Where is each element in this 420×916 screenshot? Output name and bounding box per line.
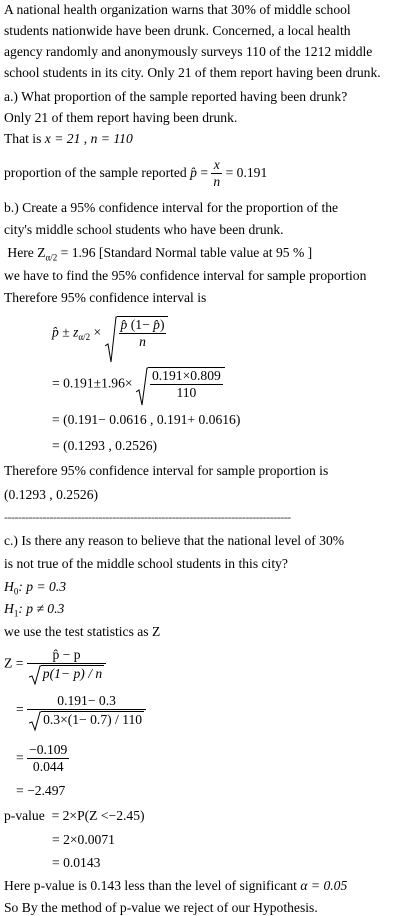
z-step-1: = $\frac{0.191- 0.3}{0.3\times(1- 0.7) / 110}$	[16, 693, 146, 728]
alpha-value: α = 0.05	[300, 878, 348, 893]
z-note: [Standard Normal table value at 95 % ]	[98, 245, 313, 260]
p-value-line-2: = 2×0.0071	[52, 832, 115, 847]
part-b-question-2: city's middle school students who have been drunk.	[4, 222, 284, 237]
null-hypothesis: $H_0$: p = 0.3	[4, 579, 67, 597]
z-formula-fraction: $\frac{p̂ - p}{p(1- p) / n}$	[27, 647, 106, 682]
z-value: = 1.96	[60, 245, 96, 260]
z-step-2: = $\frac{-0.109}{0.044}$	[16, 742, 68, 775]
intro-line-2: students nationwide have been drunk. Concerned, a local health	[4, 23, 351, 38]
here-label: Here	[7, 245, 34, 260]
intro-line-4: school students in its city. Only 21 of them report having been drunk.	[4, 65, 381, 80]
x-equation: x = 21	[44, 131, 81, 146]
part-b-z-value: Here $Z_{\alpha/2} = 1.96$ [Standard Normal table value at 95 % ]	[7, 245, 313, 263]
part-b-question-1: b.) Create a 95% confidence interval for the proportion of the	[4, 200, 339, 215]
p-value-line-3: = 0.0143	[52, 855, 101, 870]
test-statistic-intro: we use the test statistics as Z	[4, 624, 161, 639]
ci-step-3: = (0.1293 , 0.2526)	[52, 438, 158, 453]
n-equation: n = 110	[90, 131, 133, 146]
p-value-comparison: Here p-value is 0.143 less than the level of significant α = 0.05	[4, 878, 348, 893]
ci-step-1-lhs: = 0.191±1.96×	[52, 375, 133, 391]
part-c-question-2: is not true of the middle school students in this city?	[4, 556, 288, 571]
conclusion-reject: So By the method of p-value we reject of our Hypothesis.	[4, 900, 318, 915]
part-a-proportion: proportion of the sample reported p̂ = $\frac{x}{n}$ = 0.191	[4, 157, 268, 190]
part-b-find: we have to find the 95% confidence interval for sample proportion	[4, 268, 367, 283]
ci-sqrt: $\frac{p̂ (1- p̂)}{n}$	[105, 316, 169, 351]
that-is-label: That is	[4, 131, 42, 146]
ci-conclusion-2: (0.1293 , 0.2526)	[4, 487, 99, 502]
alt-hypothesis: $H_1$: p ≠ 0.3	[4, 601, 65, 619]
part-a-line-1: Only 21 of them report having been drunk.	[4, 110, 238, 125]
intro-line-1: A national health organization warns that 30% of middle school	[4, 2, 351, 17]
ci-step-2: = (0.191− 0.0616 , 0.191+ 0.0616)	[52, 412, 241, 427]
intro-line-3: agency randomly and anonymously surveys 110 of the 1212 middle	[4, 44, 373, 59]
ci-step-1-sqrt: $\frac{0.191\times 0.809}{110}$	[136, 367, 225, 402]
z-formula: Z = $\frac{p̂ - p}{p(1- p) / n}$	[4, 647, 106, 682]
p-value-line-1: p-value = 2×P(Z <−2.45)	[4, 808, 145, 823]
x-over-n-fraction: $\frac{x}{n}$	[213, 157, 221, 190]
proportion-result: = 0.191	[225, 164, 268, 180]
ci-formula: p̂ ± $z_{\alpha/2}$ × $\frac{p̂ (1- p̂)}{n}$	[52, 316, 168, 351]
part-c-question-1: c.) Is there any reason to believe that the national level of 30%	[4, 533, 345, 548]
part-a-question: a.) What proportion of the sample reported having been drunk?	[4, 89, 348, 104]
ci-step-1	[52, 367, 225, 402]
ci-conclusion-1: Therefore 95% confidence interval for sample proportion is	[4, 463, 329, 478]
section-separator: ----------------------------------------------------------------------------------	[4, 510, 291, 524]
part-a-that-is: That is x = 21 , n = 110	[4, 131, 133, 146]
proportion-label: proportion of the sample reported	[4, 164, 187, 180]
part-b-therefore: Therefore 95% confidence interval is	[4, 290, 207, 305]
z-step-3: = −2.497	[16, 783, 66, 798]
